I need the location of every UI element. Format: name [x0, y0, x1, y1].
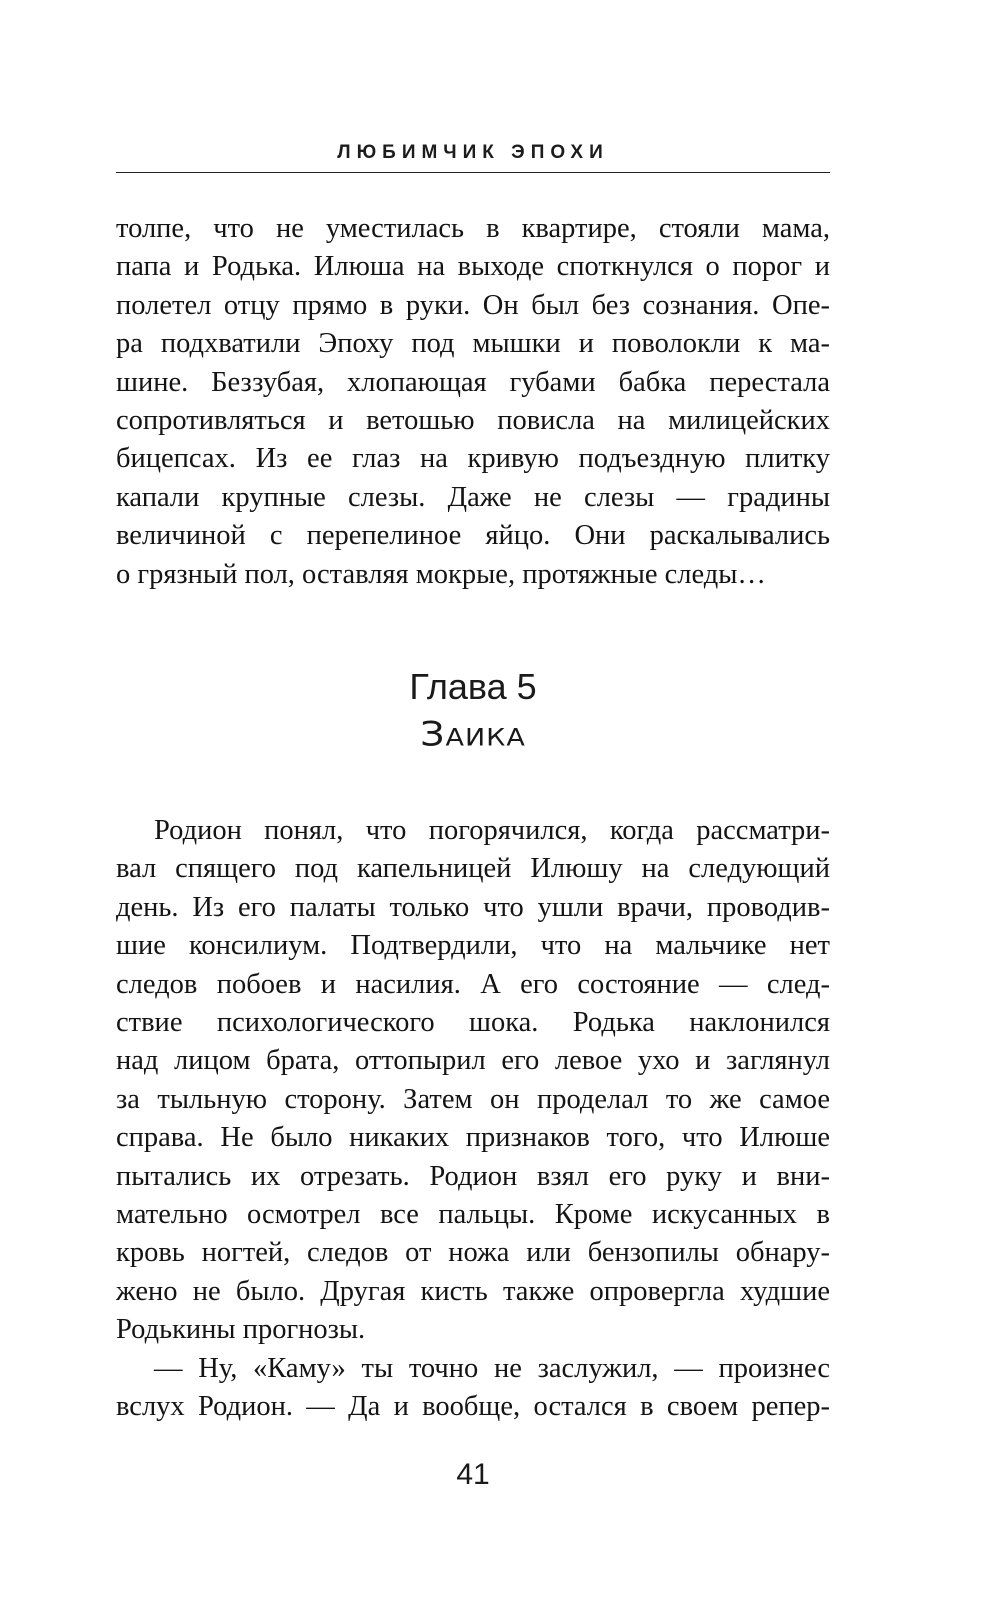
text-line: полетел отцу прямо в руки. Он был без сознания. Опе- [116, 289, 830, 321]
text-line: толпе, что не уместилась в квартире, стояли мама, [116, 213, 830, 244]
text-line: мательно осмотрел все пальцы. Кроме искусанных в [116, 1199, 830, 1231]
page-number: 41 [456, 1458, 490, 1491]
text-line: капали крупные слезы. Даже не слезы — градины [116, 481, 830, 513]
text-line: о грязный пол, оставляя мокрые, протяжные следы… [116, 558, 766, 590]
text-line: величиной с перепелиное яйцо. Они раскалывались [116, 520, 830, 552]
text-line: папа и Родька. Илюша на выходе споткнулся о порог и [116, 251, 830, 283]
running-head: ЛЮБИМЧИК ЭПОХИ [337, 142, 609, 163]
text-line: — Ну, «Каму» ты точно не заслужил, — произнес [154, 1352, 830, 1384]
text-line: шине. Беззубая, хлопающая губами бабка перестала [116, 366, 830, 398]
text-line: ра подхватили Эпоху под мышки и поволокли к ма- [116, 328, 830, 360]
text-line: жено не было. Другая кисть также опровергла худшие [116, 1275, 830, 1307]
text-line: над лицом брата, оттопырил его левое ухо и заглянул [116, 1045, 830, 1077]
paragraph-continued [116, 210, 830, 594]
text-line: Родион понял, что погорячился, когда рассматри- [154, 815, 830, 846]
text-line: за тыльную сторону. Затем он проделал то же самое [116, 1083, 830, 1115]
header-rule [116, 172, 830, 173]
text-line: вал спящего под капельницей Илюшу на следующий [116, 853, 830, 885]
text-line: пытались их отрезать. Родион взял его руку и вни- [116, 1160, 830, 1192]
text-line: шие консилиум. Подтвердили, что на мальчике нет [116, 930, 830, 962]
text-line: кровь ногтей, следов от ножа или бензопилы обнару- [116, 1237, 830, 1269]
text-line: ствие психологического шока. Родька наклонился [116, 1007, 830, 1039]
chapter-number: Глава 5 [409, 666, 537, 707]
text-line: следов побоев и насилия. А его состояние — след- [116, 968, 830, 1000]
chapter-title: Заика [420, 714, 526, 754]
text-line: справа. Не было никаких признаков того, что Илюше [116, 1122, 830, 1154]
text-line: сопротивляться и ветошью повисла на милицейских [116, 405, 830, 437]
text-line: бицепсах. Из ее глаз на кривую подъездную плитку [116, 443, 830, 475]
text-line: вслух Родион. — Да и вообще, остался в своем репер- [116, 1391, 830, 1423]
chapter-body [116, 812, 830, 1427]
text-line: день. Из его палаты только что ушли врачи, проводив- [116, 891, 830, 923]
text-line: Родькины прогнозы. [116, 1314, 366, 1346]
